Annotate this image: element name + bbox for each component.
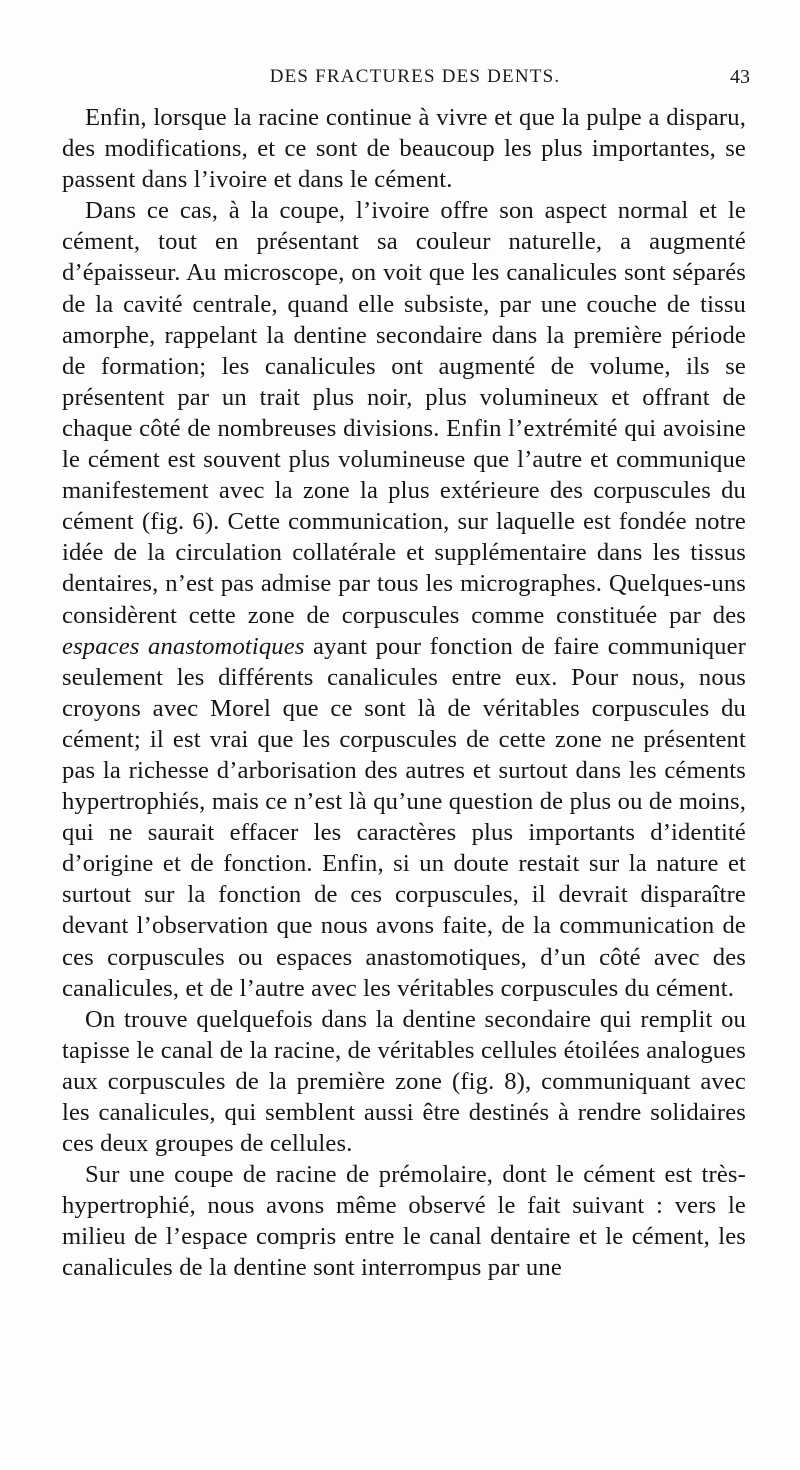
page-number: 43 [730, 66, 750, 88]
italic-term: espaces anastomotiques [62, 632, 305, 660]
paragraph-1: Enfin, lorsque la racine continue à vivre et que la pulpe a disparu, des modifications, et ce sont de beaucoup les plus importantes, se passent dans l’ivoire et dans le cément. [62, 104, 746, 194]
page-header [80, 66, 750, 96]
paragraph-3: On trouve quelquefois dans la dentine secondaire qui remplit ou tapisse le canal de la racine, de véritables cellules étoilées analogues aux corpuscules de la première zone (fig. 8), communiquant avec les canalicules, qui semblent aussi être destinés à rendre solidaires ces deux groupes de cellules. [62, 1005, 746, 1158]
paragraph-2-part-1: Dans ce cas, à la coupe, l’ivoire offre son aspect normal et le cément, tout en présentant sa couleur naturelle, a augmenté d’épaisseur. Au microscope, on voit que les canalicules sont séparés de la cavité centrale, quand elle subsiste, par une couche de tissu amorphe, rappelant la dentine secondaire dans la première période de formation; les canalicules ont augmenté de volume, ils se présentent par un trait plus noir, plus volumineux et offrant de chaque côté de nombreuses divisions. Enfin l’extrémité qui avoisine le cément est souvent plus volumineuse que l’autre et communique manifestement avec la zone la plus extérieure des corpuscules du cément (fig. 6). Cette communication, sur laquelle est fondée notre idée de la circulation collatérale et supplémentaire dans les tissus dentaires, n’est pas admise par tous les micrographes. Quelques-uns considèrent cette zone de corpuscules comme constituée par des [62, 197, 746, 629]
paragraph-2 [62, 195, 746, 1003]
paragraph-2-part-2: ayant pour fonction de faire communiquer seulement les différents canalicules entre eux. Pour nous, nous croyons avec Morel que ce sont là de véritables corpuscules du cément; il est vrai que les corpuscules de cette zone ne présentent pas la richesse d’arborisation des autres et surtout dans les céments hypertrophiés, mais ce n’est là qu’une question de plus ou de moins, qui ne saurait effacer les caractères plus importants d’identité d’origine et de fonction. Enfin, si un doute restait sur la nature et surtout sur la fonction de ces corpuscules, il devrait disparaître devant l’observation que nous avons faite, de la communication de ces corpuscules ou espaces anastomotiques, d’un côté avec des canalicules, et de l’autre avec les véritables corpuscules du cément. [62, 632, 747, 1002]
body-text [62, 102, 746, 1284]
paragraph-4: Sur une coupe de racine de prémolaire, dont le cément est très-hypertrophié, nous avons même observé le fait suivant : vers le milieu de l’espace compris entre le canal dentaire et le cément, les canalicules de la dentine sont interrompus par une [62, 1161, 746, 1282]
running-head: DES FRACTURES DES DENTS. [269, 66, 561, 87]
